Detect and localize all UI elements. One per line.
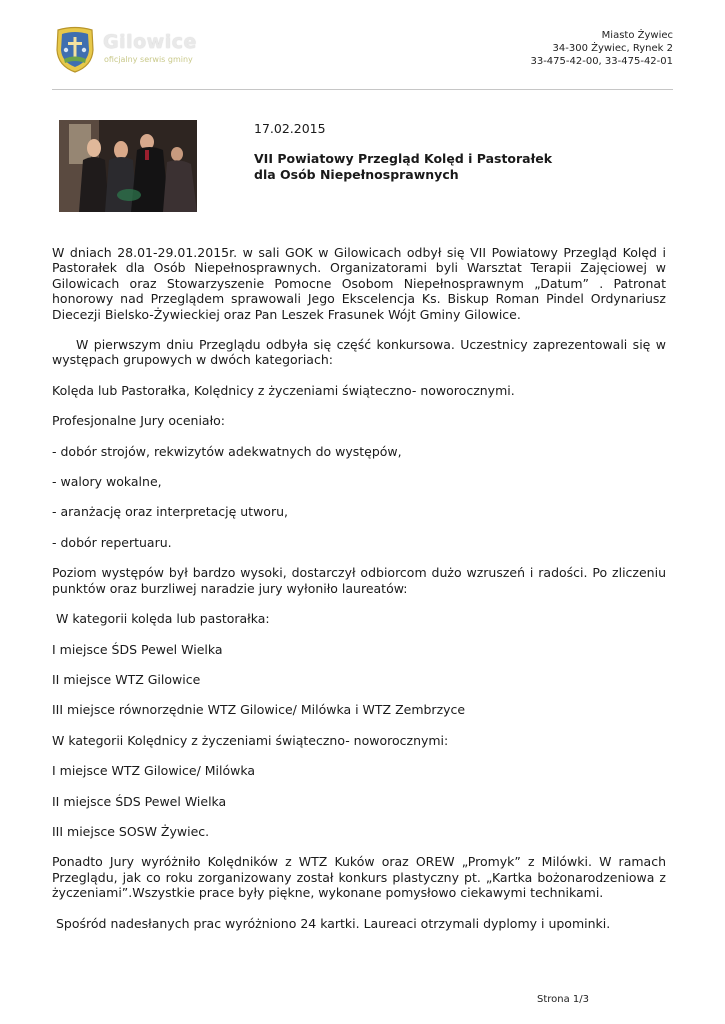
coat-of-arms-logo (52, 26, 98, 74)
article-body (52, 245, 666, 931)
list-item: - walory wokalne, (52, 474, 162, 490)
contact-line: Miasto Żywiec (601, 30, 673, 41)
site-logo-subtitle: oficjalny serwis gminy (104, 55, 193, 64)
contact-line: 33-475-42-00, 33-475-42-01 (530, 56, 673, 67)
result-item: I miejsce WTZ Gilowice/ Milówka (52, 763, 256, 779)
result-item: III miejsce SOSW Żywiec. (52, 823, 210, 839)
result-item: III miejsce równorzędnie WTZ Gilowice/ Milówka i WTZ Zembrzyce (52, 702, 466, 718)
article-title-line: VII Powiatowy Przegląd Kolęd i Pastorałek (254, 151, 553, 166)
result-item: II miejsce ŚDS Pewel Wielka (52, 793, 227, 809)
article-photo (59, 120, 197, 212)
paragraph: Kolęda lub Pastorałka, Kolędnicy z życzeniami świąteczno- noworocznymi. (52, 382, 515, 398)
paragraph: Profesjonalne Jury oceniało: (52, 413, 225, 429)
result-item: I miejsce ŚDS Pewel Wielka (52, 641, 223, 657)
paragraph: W kategorii Kolędnicy z życzeniami świąteczno- noworocznymi: (52, 732, 449, 748)
page-number: Strona 1/3 (537, 994, 590, 1005)
header-divider (52, 89, 673, 90)
site-logo-text: Gilowice (103, 31, 197, 53)
list-item: - dobór repertuaru. (52, 534, 172, 550)
contact-line: 34-300 Żywiec, Rynek 2 (552, 43, 673, 54)
article-date: 17.02.2015 (254, 121, 326, 136)
contact-block (530, 29, 673, 68)
paragraph: Spośród nadesłanych prac wyróżniono 24 kartki. Laureaci otrzymali dyplomy i upominki. (56, 915, 611, 931)
result-item: II miejsce WTZ Gilowice (52, 671, 201, 687)
paragraph: W dniach 28.01-29.01.2015r. w sali GOK w Gilowicach odbył się VII Powiatowy Przegląd Kolęd i Pastorałek dla Osób Niepełnosprawnych. Organizatorami byli Warsztat Terapii Zajęciowej w Gilowicach oraz Stowarzyszenie Pomocne Osobom Niepełnosprawnym „Datum” . Patronat honorowy nad Przeglądem sprawowali Jego Ekscelencja Ks. Biskup Roman Pindel Ordynariusz Diecezji Bielsko-Żywieckiej oraz Pan Leszek Frasunek Wójt Gminy Gilowice. (52, 245, 666, 322)
paragraph: W pierwszym dniu Przeglądu odbyła się część konkursowa. Uczestnicy zaprezentowali się w występach grupowych w dwóch kategoriach: (52, 337, 666, 368)
paragraph: Ponadto Jury wyróżniło Kolędników z WTZ Kuków oraz OREW „Promyk” z Milówki. W ramach Przeglądu, jak co roku zorganizowany został konkurs plastyczny pt. „Kartka bożonarodzeniowa z życzeniami”.Wszystkie prace były piękne, wykonane pomysłowo ciekawymi technikami. (52, 854, 666, 901)
list-item: - aranżację oraz interpretację utworu, (52, 504, 288, 520)
article-title (254, 151, 552, 182)
paragraph: Poziom występów był bardzo wysoki, dostarczył odbiorcom dużo wzruszeń i radości. Po zliczeniu punktów oraz burzliwej naradzie jury wyłoniło laureatów: (52, 565, 666, 596)
list-item: - dobór strojów, rekwizytów adekwatnych do występów, (52, 443, 402, 459)
article-title-line: dla Osób Niepełnosprawnych (254, 166, 459, 182)
page-header (0, 0, 725, 90)
paragraph: W kategorii kolęda lub pastorałka: (56, 611, 270, 627)
